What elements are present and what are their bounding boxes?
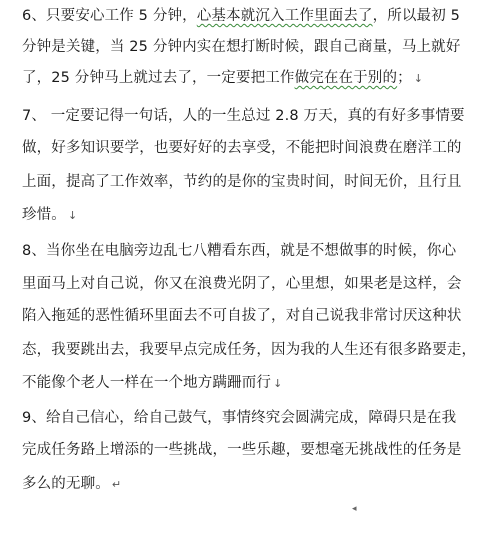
end-of-document-icon: ◂ xyxy=(352,504,357,514)
text-run: 6、只要安心工作 5 分钟， xyxy=(22,8,197,24)
text-run: 了，25 分钟马上就过去了，一定要把工作 xyxy=(22,70,295,86)
paragraph-8-line-4 xyxy=(22,340,476,360)
paragraph-8-line-3 xyxy=(22,306,462,326)
paragraph-mark-icon: ↓ xyxy=(273,377,283,390)
paragraph-9-line-2 xyxy=(22,440,462,460)
text-run: 做，好多知识要学，也要好好的去享受，不能把时间浪费在磨洋工的 xyxy=(22,140,462,156)
return-mark-icon: ↵ xyxy=(111,478,122,491)
text-run: ； xyxy=(397,70,412,86)
text-run: 分钟是关键，当 25 分钟内实在想打断时候，跟自己商量，马上就好 xyxy=(22,39,461,55)
paragraph-9-line-3 xyxy=(22,474,121,495)
text-run: 不能像个老人一样在一个地方蹒跚而行 xyxy=(22,375,272,391)
paragraph-6-line-1 xyxy=(22,6,460,26)
paragraph-7-line-3 xyxy=(22,172,462,192)
text-run: 里面马上对自己说，你又在浪费光阴了，心里想，如果老是这样，会 xyxy=(22,276,462,292)
paragraph-7-line-1 xyxy=(22,106,465,126)
text-run: 珍惜。 xyxy=(22,207,66,223)
grammar-flagged-text: 心基本就沉入工作里面去了 xyxy=(196,8,373,24)
paragraph-7-line-4 xyxy=(22,205,77,226)
paragraph-8-line-5 xyxy=(22,373,282,394)
text-run: 9、给自己信心，给自己鼓气，事情终究会圆满完成，障碍只是在我 xyxy=(22,410,457,426)
paragraph-8-line-1 xyxy=(22,241,456,261)
paragraph-7-line-2 xyxy=(22,138,462,158)
text-run: 多么的无聊。 xyxy=(22,476,110,492)
text-run: 上面，提高了工作效率，节约的是你的宝贵时间，时间无价，且行且 xyxy=(22,174,462,190)
paragraph-8-line-2 xyxy=(22,274,462,294)
paragraph-mark-icon: ↓ xyxy=(67,209,78,222)
text-run: 态，我要跳出去，我要早点完成任务，因为我的人生还有很多路要走， xyxy=(22,342,477,358)
paragraph-mark-icon: ↓ xyxy=(413,72,424,85)
paragraph-6-line-3 xyxy=(22,68,423,89)
paragraph-6-line-2 xyxy=(22,37,460,57)
text-run: 8、当你坐在电脑旁边乱七八糟看东西，就是不想做事的时候，你心 xyxy=(22,243,457,259)
text-run: 7、 一定要记得一句话，人的一生总过 2.8 万天，真的有好多事情要 xyxy=(22,108,465,124)
paragraph-9-line-1 xyxy=(22,408,456,428)
text-run: ，所以最初 5 xyxy=(372,8,460,24)
text-run: 完成任务路上增添的一些挑战，一些乐趣，要想毫无挑战性的任务是 xyxy=(22,442,462,458)
text-run: 陷入拖延的恶性循环里面去不可自拔了，对自己说我非常讨厌这种状 xyxy=(22,308,462,324)
grammar-flagged-text: 做完在在于别的 xyxy=(294,70,398,86)
